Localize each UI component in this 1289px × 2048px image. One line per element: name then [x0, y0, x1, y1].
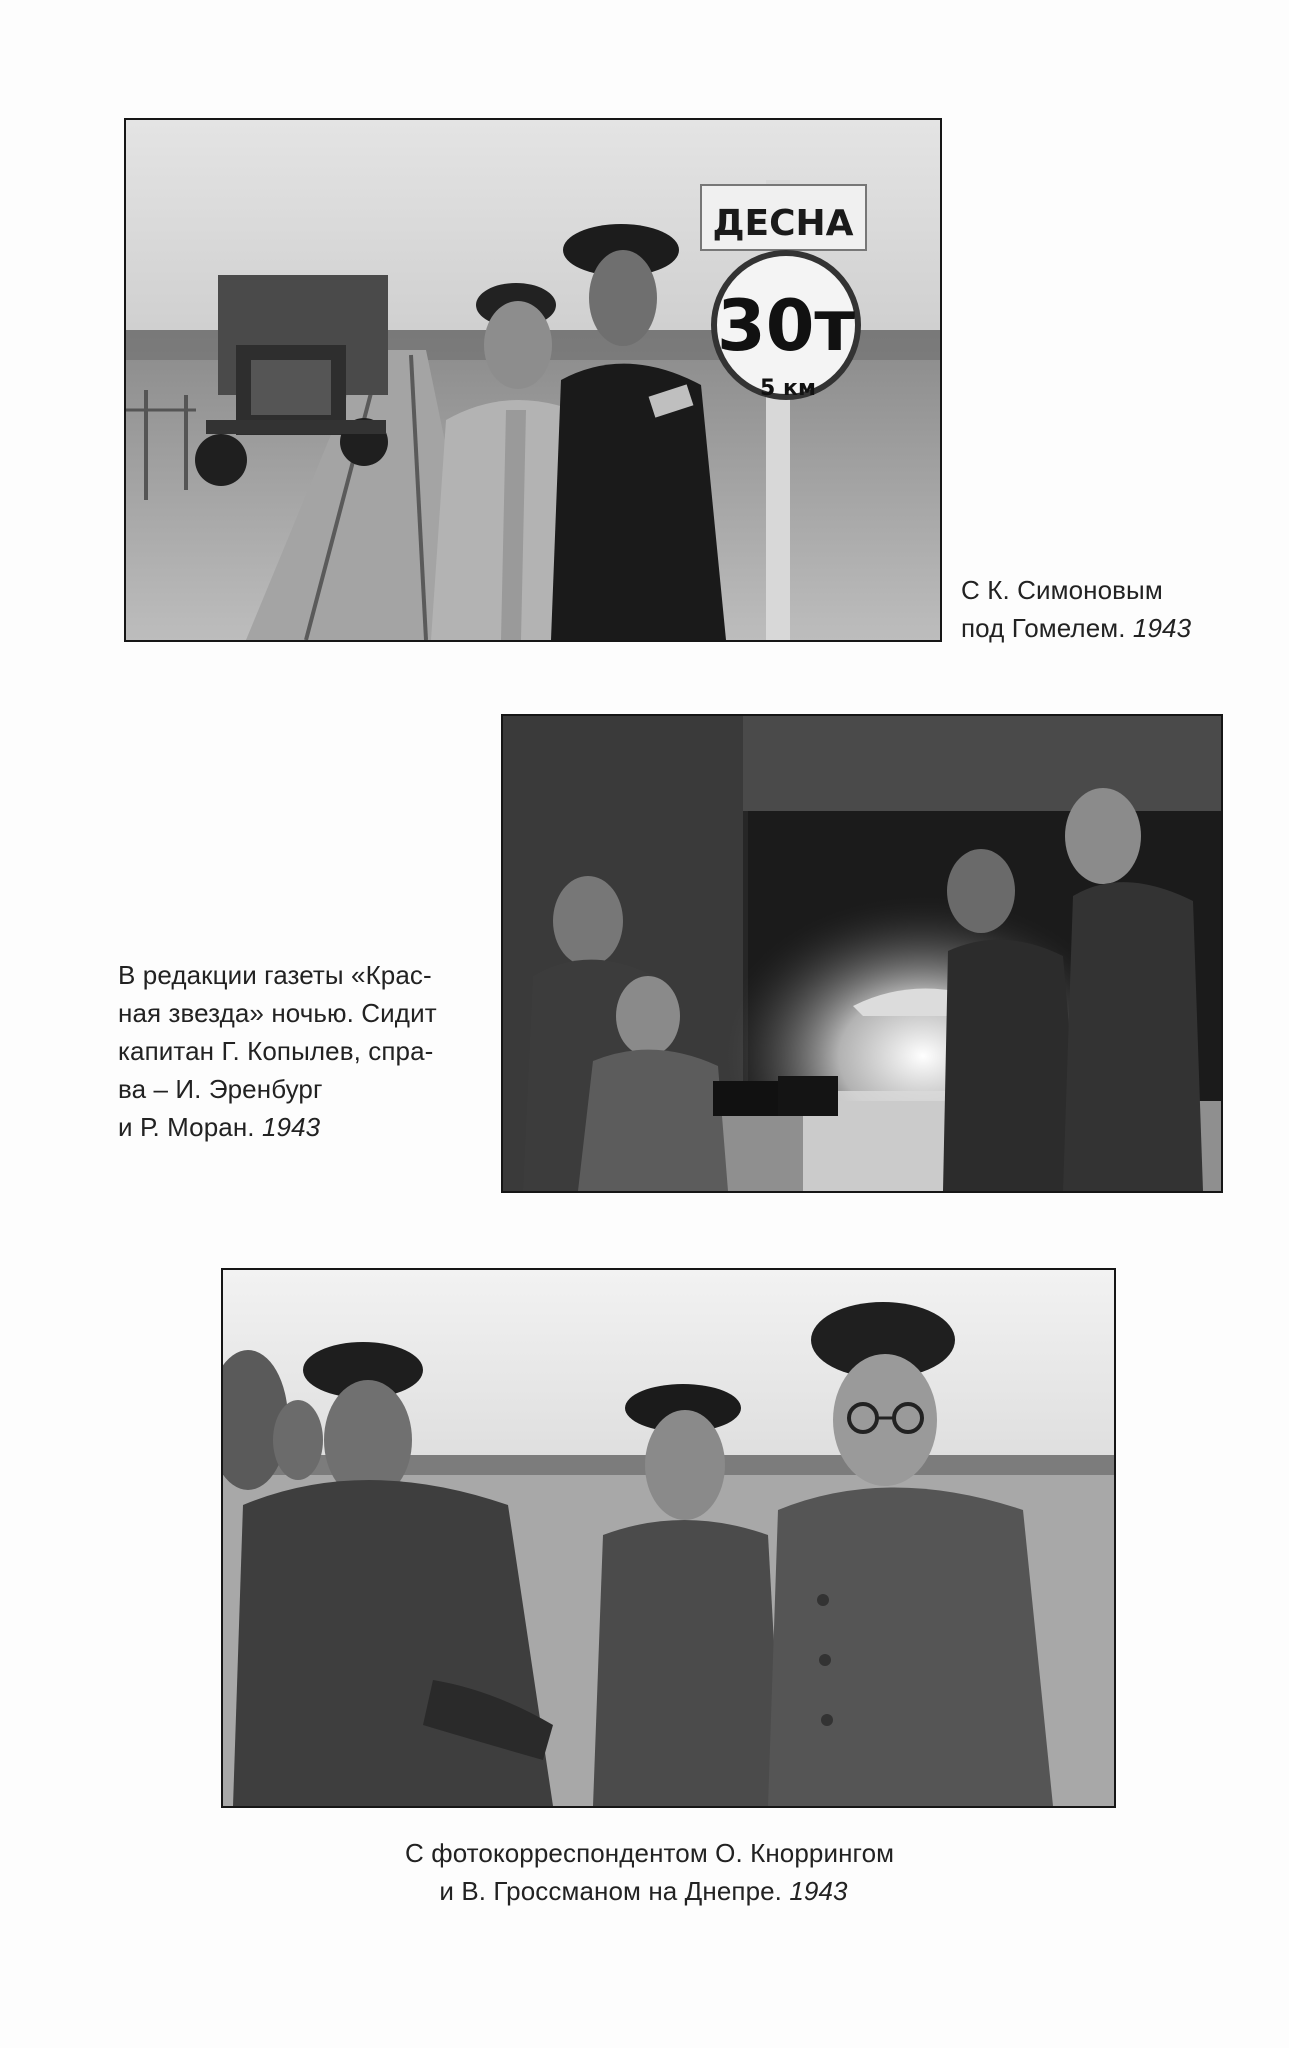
- sign-river-name: ДЕСНА: [712, 203, 854, 244]
- photo-1-image: [126, 120, 940, 640]
- caption-3-year: 1943: [789, 1876, 848, 1906]
- caption-photo-2: [118, 956, 437, 1146]
- caption-1-line-2: под Гомелем.: [961, 613, 1133, 643]
- caption-2-line-5: и Р. Моран.: [118, 1112, 262, 1142]
- caption-3-line-2: и В. Гроссманом на Днепре.: [439, 1876, 790, 1906]
- photo-dnieper-group: [221, 1268, 1116, 1808]
- sign-distance: 5 км: [760, 376, 816, 401]
- photo-2-image: [503, 716, 1221, 1191]
- caption-2-line-3: капитан Г. Копылев, спра-: [118, 1036, 434, 1066]
- caption-1-line-1: С К. Симоновым: [961, 575, 1163, 605]
- photo-simonov-gomel: [124, 118, 942, 642]
- photo-3-image: [223, 1270, 1114, 1806]
- caption-2-line-1: В редакции газеты «Крас-: [118, 960, 432, 990]
- photo-krasnaya-zvezda-newsroom: [501, 714, 1223, 1193]
- caption-3-line-1: С фотокорреспондентом О. Кноррингом: [405, 1838, 895, 1868]
- caption-1-year: 1943: [1132, 613, 1192, 643]
- caption-2-line-2: ная звезда» ночью. Сидит: [118, 998, 437, 1028]
- caption-2-line-4: ва – И. Эренбург: [118, 1074, 323, 1104]
- caption-photo-1: [961, 571, 1191, 647]
- caption-2-year: 1943: [261, 1112, 321, 1142]
- sign-load-limit: 30т: [717, 285, 855, 367]
- caption-photo-3: [405, 1834, 895, 1910]
